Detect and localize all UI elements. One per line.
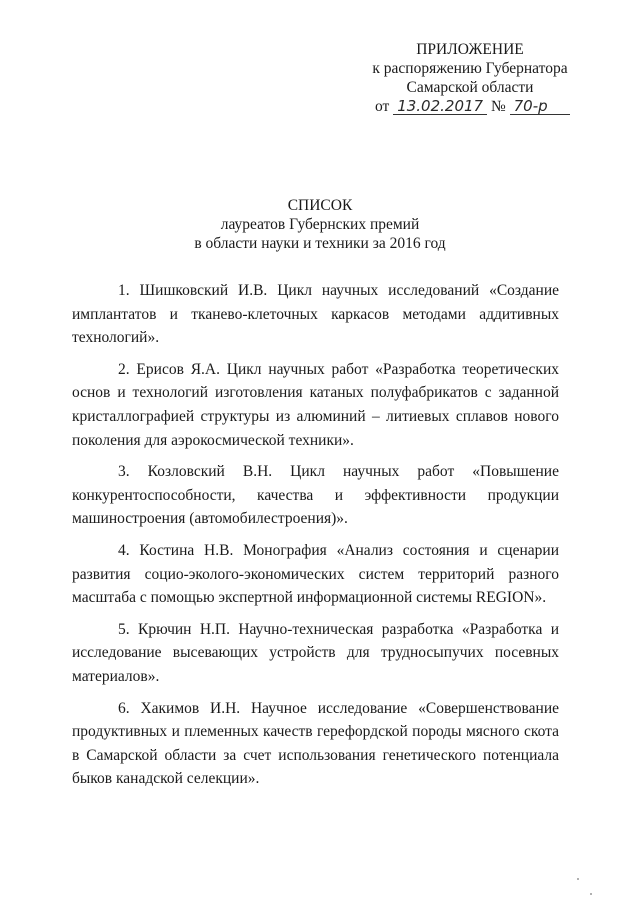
list-item: 1. Шишковский И.В. Цикл научных исследований «Создание имплантатов и тканево-клеточных каркасов методами аддитивных технологий».: [72, 282, 559, 347]
appendix-date-line: [330, 97, 610, 116]
scan-speck: [577, 878, 579, 880]
heading-line-field: в области науки и техники за 2016 год: [194, 235, 446, 252]
heading-title: СПИСОК: [287, 197, 353, 214]
date-prefix: от: [375, 98, 390, 115]
scan-speck: [590, 893, 592, 895]
list-item: 6. Хакимов И.Н. Научное исследование «Совершенствование продуктивных и племенных качеств герефордской породы мясного скота в Самарской области за счет использования генетического потенциала быков канадской селекции».: [72, 699, 559, 788]
appendix-title: ПРИЛОЖЕНИЕ: [416, 41, 524, 58]
list-item: 4. Костина Н.В. Монография «Анализ состояния и сценарии развития социо-эколого-экономических систем территорий разного масштаба с помощью экспертной информационной системы REGION».: [72, 541, 559, 607]
list-item: 3. Козловский В.Н. Цикл научных работ «Повышение конкурентоспособности, качества и эффективности продукции машиностроения (автомобилестроения)».: [72, 463, 559, 528]
heading-line-laureates: лауреатов Губернских премий: [220, 216, 420, 233]
appendix-header: [330, 40, 610, 116]
handwritten-date: 13.02.2017: [393, 98, 487, 115]
appendix-line-region: Самарской области: [406, 79, 534, 96]
handwritten-number: 70-р: [510, 98, 570, 115]
list-item: 2. Ерисов Я.А. Цикл научных работ «Разработка теоретических основ и технологий изготовления катаных полуфабрикатов с заданной кристаллографией структуры из алюминий – литиевых сплавов нового поколения для аэрокосмической техники».: [72, 360, 559, 449]
number-sign: №: [490, 98, 506, 115]
appendix-line-decree: к распоряжению Губернатора: [372, 60, 568, 77]
list-item: 5. Крючин Н.П. Научно-техническая разработка «Разработка и исследование высевающих устройств для трудносыпучих посевных материалов».: [72, 620, 559, 685]
laureates-list: [72, 279, 559, 799]
list-heading: [60, 196, 580, 253]
